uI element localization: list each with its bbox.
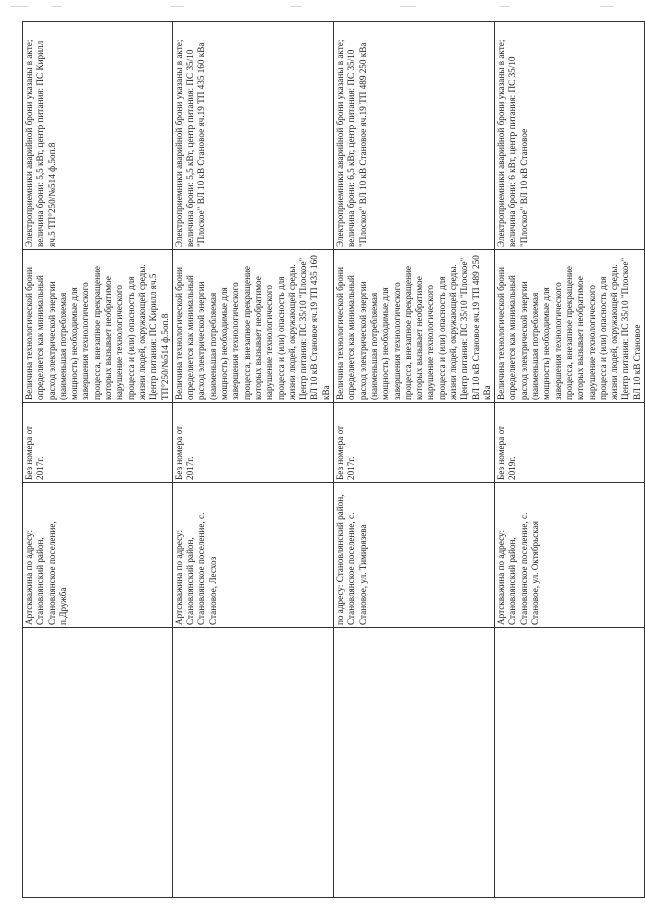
address-cell: Артскважина по адресу: Становлянский район, Становлянское поселение, п.Дружба xyxy=(23,483,173,628)
note-cell: Электроприемники аварийной брони указаны в акте; величина брони: 6,5 кВт, центр питания: ПС 35/10 "Плоское" ВЛ 10 кВ Становое яч.19 ТП 489 250 кВа xyxy=(334,22,495,250)
description-cell: Величина технологической брони определяется как минимальный расход электрической энергии (наименьшая потребляемая мощность) необходимые для завершения технологического процесса, внезапное прекращение которых вызывает необратимое нарушение технологического процесса и (или) опасность для жизни людей, окружающей среды. Центр питания: ПС Кирилл яч.5 ТП°250/№514 ф.5оп.8 xyxy=(23,250,173,403)
table-row xyxy=(172,22,333,898)
document-cell: Без номера от 2017г. xyxy=(172,403,333,483)
document-cell: Без номера от 2017г. xyxy=(334,403,495,483)
document-cell: Без номера от 2017г. xyxy=(23,403,173,483)
description-cell: Величина технологической брони определяется как минимальный расход электрической энергии (наименьшая потребляемая мощность) необходимые для завершения технологического процесса, внезапное прекращение которых вызывает необратимое нарушение технологического процесса и (или) опасность для жизни людей, окружающей среды. Центр питания: ПС 35/10 "Плоское" ВЛ 10 кВ Становое яч.19 ТП 435 160 кВа xyxy=(172,250,333,403)
note-cell: Электроприемники аварийной брони указаны в акте; величина брони: 6 кВт, центр питания: ПС 35/10 "Плоское" ВЛ 10 кВ Становое xyxy=(495,22,645,250)
address-cell: Артскважина по адресу: Становлянский район, Становлянское поселение, с. Становое, Лесхоз xyxy=(172,483,333,628)
scan-marks xyxy=(0,6,640,12)
table-row xyxy=(334,22,495,898)
note-cell: Электроприемники аварийной брони указаны в акте; величина брони: 5,5 кВт, центр питания: ПС Кирилл яч.5 ТП°250/№514 ф.5оп.8 xyxy=(23,22,173,250)
blank-cell xyxy=(172,628,333,898)
blank-cell xyxy=(334,628,495,898)
table-row xyxy=(23,22,173,898)
document-cell: Без номера от 2019г. xyxy=(495,403,645,483)
document-table xyxy=(22,21,645,898)
table-row xyxy=(495,22,645,898)
address-cell: Артскважина по адресу: Становлянский район, Становлянское поселение, с. Становое, ул. Октябрьская xyxy=(495,483,645,628)
address-cell: по адресу: Становлянский район, Становлянское поселение, с. Становое, ул. Тимирязева xyxy=(334,483,495,628)
rotated-page xyxy=(22,22,642,898)
description-cell: Величина технологической брони определяется как минимальный расход электрической энергии (наименьшая потребляемая мощность) необходимые для завершения технологического процесса, внезапное прекращение которых вызывает необратимое нарушение технологического процесса и (или) опасность для жизни людей, окружающей среды. Центр питания: ПС 35/10 "Плоское" ВЛ 10 кВ Становое xyxy=(495,250,645,403)
blank-cell xyxy=(23,628,173,898)
rotated-content xyxy=(22,22,642,898)
description-cell: Величина технологической брони определяется как минимальный расход электрической энергии (наименьшая потребляемая мощность) необходимые для завершения технологического процесса, внезапное прекращение которых вызывает необратимое нарушение технологического процесса и (или) опасность для жизни людей, окружающей среды. Центр питания: ПС 35/10 "Плоское" ВЛ 10 кВ Становое яч.19 ТП 489 250 кВа xyxy=(334,250,495,403)
blank-cell xyxy=(495,628,645,898)
note-cell: Электроприемники аварийной брони указаны в акте; величина брони: 5,5 кВт, центр питания: ПС 35/10 "Плоское" ВЛ 10 кВ Становое яч.19 ТП 435 160 кВа xyxy=(172,22,333,250)
